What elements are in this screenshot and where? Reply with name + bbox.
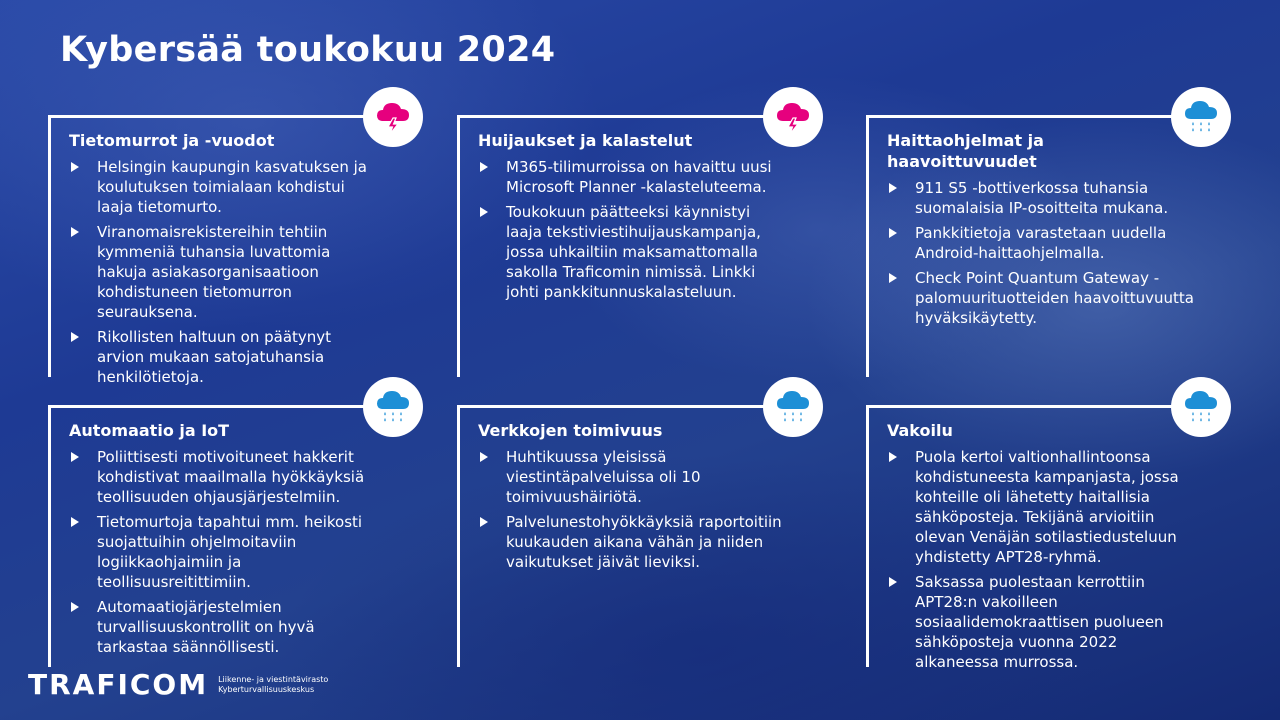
bullet-arrow-icon xyxy=(889,183,897,193)
bullet-text: Saksassa puolestaan kerrottiin APT28:n vakoilleen sosiaalidemokraattisen puolueen sähköposteja vuonna 2022 alkaneessa murrossa. xyxy=(915,573,1164,671)
logo-wordmark: TRAFICOM xyxy=(28,668,209,701)
bullet-arrow-icon xyxy=(889,228,897,238)
card-title: Haittaohjelmat ja haavoittuvuudet xyxy=(887,131,1044,171)
bullet-item xyxy=(69,512,380,592)
bullet-list xyxy=(69,447,380,657)
bullet-item xyxy=(69,157,380,217)
bullet-text: Automaatiojärjestelmien turvallisuuskontrollit on hyvä tarkastaa säännöllisesti. xyxy=(97,598,315,656)
storm-cloud-icon xyxy=(363,87,423,147)
bullet-item xyxy=(887,268,1198,328)
page-title: Kybersää toukokuu 2024 xyxy=(60,30,556,70)
bullet-arrow-icon xyxy=(71,332,79,342)
bullet-arrow-icon xyxy=(889,273,897,283)
rain-cloud-icon xyxy=(1171,87,1231,147)
bullet-list xyxy=(887,178,1198,328)
bullet-arrow-icon xyxy=(71,227,79,237)
bullet-item xyxy=(478,202,789,302)
bullet-item xyxy=(69,447,380,507)
bullet-item xyxy=(478,447,789,507)
bullet-text: Palvelunestohyökkäyksiä raportoitiin kuukauden aikana vähän ja niiden vaikutukset jäivät lieviksi. xyxy=(506,513,782,571)
card-title: Vakoilu xyxy=(887,421,953,440)
card-automaatio xyxy=(48,405,398,667)
bullet-arrow-icon xyxy=(480,452,488,462)
rain-cloud-icon xyxy=(363,377,423,437)
card-verkkojen-toimivuus xyxy=(457,405,807,667)
traficom-logo xyxy=(28,668,328,701)
bullet-arrow-icon xyxy=(889,577,897,587)
bullet-item xyxy=(478,512,789,572)
logo-subtitle-line: Liikenne- ja viestintävirasto xyxy=(218,674,329,684)
bullet-arrow-icon xyxy=(71,517,79,527)
bullet-item xyxy=(69,597,380,657)
bullet-item xyxy=(69,327,380,387)
bullet-list xyxy=(478,157,789,302)
storm-cloud-icon xyxy=(763,87,823,147)
bullet-arrow-icon xyxy=(71,162,79,172)
bullet-arrow-icon xyxy=(71,452,79,462)
bullet-text: Rikollisten haltuun on päätynyt arvion mukaan satojatuhansia henkilötietoja. xyxy=(97,328,332,386)
card-title: Verkkojen toimivuus xyxy=(478,421,663,440)
bullet-list xyxy=(478,447,789,572)
bullet-arrow-icon xyxy=(480,162,488,172)
bullet-text: Helsingin kaupungin kasvatuksen ja koulutuksen toimialaan kohdistui laaja tietomurto. xyxy=(97,158,367,216)
bullet-text: M365-tilimurroissa on havaittu uusi Microsoft Planner -kalasteluteema. xyxy=(506,158,772,196)
bullet-item xyxy=(69,222,380,322)
bullet-list xyxy=(69,157,380,387)
bullet-item xyxy=(887,447,1198,567)
bullet-arrow-icon xyxy=(480,517,488,527)
bullet-item xyxy=(478,157,789,197)
bullet-text: Viranomaisrekistereihin tehtiin kymmeniä tuhansia luvattomia hakuja asiakasorganisaatioon kohdistuneen tietomurron seurauksena. xyxy=(97,223,331,321)
bullet-text: Poliittisesti motivoituneet hakkerit kohdistivat maailmalla hyökkäyksiä teollisuuden ohjausjärjestelmiin. xyxy=(97,448,365,506)
bullet-list xyxy=(887,447,1198,672)
bullet-text: Check Point Quantum Gateway -palomuurituotteiden haavoittuvuutta hyväksikäytetty. xyxy=(915,269,1194,327)
bullet-text: Pankkitietoja varastetaan uudella Android-haittaohjelmalla. xyxy=(915,224,1167,262)
card-vakoilu xyxy=(866,405,1216,671)
bullet-item xyxy=(887,223,1198,263)
rain-cloud-icon xyxy=(1171,377,1231,437)
card-tietomurrot xyxy=(48,115,398,386)
logo-subtitle xyxy=(218,675,328,695)
bullet-item xyxy=(887,178,1198,218)
bullet-text: Tietomurtoja tapahtui mm. heikosti suojattuihin ohjelmoitaviin logiikkaohjaimiin ja teollisuusreitittimiin. xyxy=(97,513,363,591)
rain-cloud-icon xyxy=(763,377,823,437)
card-title: Automaatio ja IoT xyxy=(69,421,230,440)
bullet-text: Huhtikuussa yleisissä viestintäpalveluissa oli 10 toimivuushäiriötä. xyxy=(506,448,701,506)
bullet-text: Toukokuun päätteeksi käynnistyi laaja tekstiviestihuijauskampanja, jossa uhkailtiin maksamattomalla sakolla Traficomin nimissä. Linkki johti pankkitunnuskalasteluun. xyxy=(506,203,761,301)
card-huijaukset xyxy=(457,115,807,377)
logo-subtitle-line: Kyberturvallisuuskeskus xyxy=(218,684,315,694)
bullet-arrow-icon xyxy=(889,452,897,462)
bullet-arrow-icon xyxy=(480,207,488,217)
card-haittaohjelmat xyxy=(866,115,1216,377)
card-title: Huijaukset ja kalastelut xyxy=(478,131,693,150)
card-title: Tietomurrot ja -vuodot xyxy=(69,131,275,150)
bullet-text: Puola kertoi valtionhallintoonsa kohdistuneesta kampanjasta, jossa kohteille oli lähetetty haitallisia sähköposteja. Tekijänä arvioitiin olevan Venäjän sotilastiedusteluun yhdistetty APT28-ryhmä. xyxy=(915,448,1179,566)
bullet-text: 911 S5 -bottiverkossa tuhansia suomalaisia IP-osoitteita mukana. xyxy=(915,179,1169,217)
bullet-arrow-icon xyxy=(71,602,79,612)
bullet-item xyxy=(887,572,1198,672)
